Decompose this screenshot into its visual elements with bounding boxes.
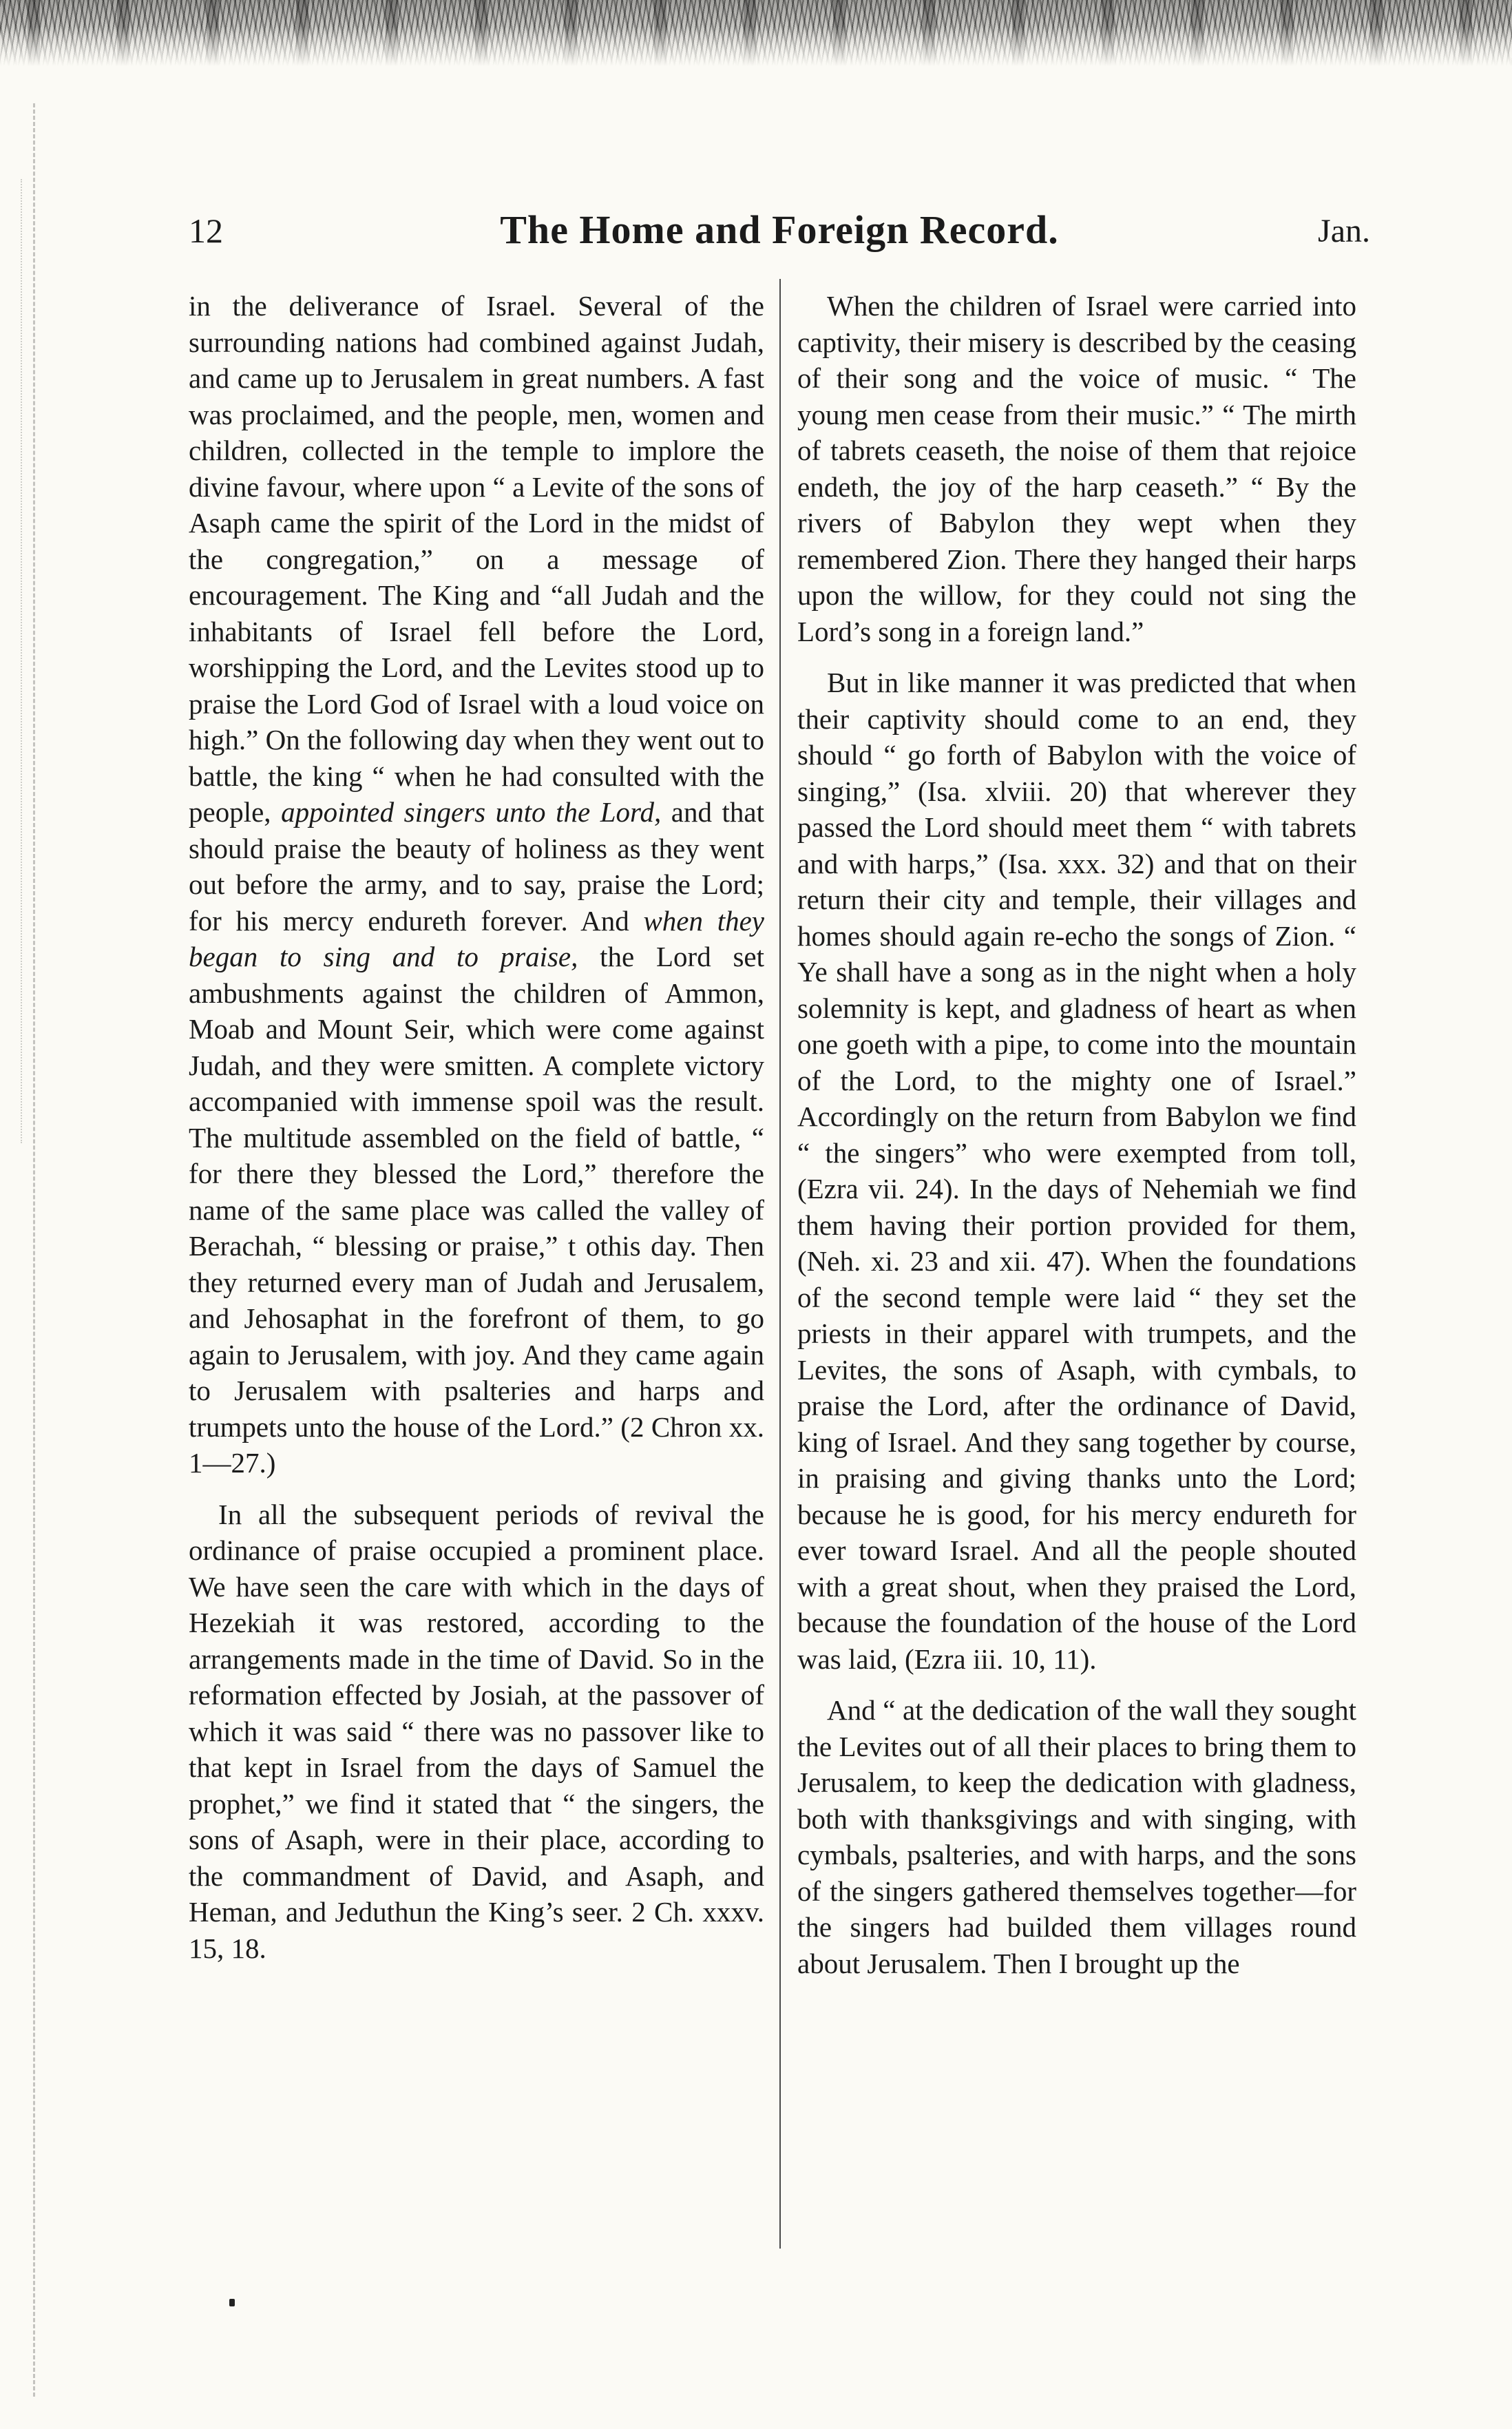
paragraph <box>189 1497 764 1967</box>
paragraph <box>797 1692 1356 1981</box>
italic-text: appointed singers unto the Lord, <box>281 796 662 828</box>
body-text: In all the subsequent periods of revival the ordinance of praise occupied a prominent place. We have seen the care with which in the days of Hezekiah it was restored, according to the arrangements made in the time of David. So in the reformation effected by Josiah, at the passover of which it was said “ there was no passover like to that kept in Israel from the days of Samuel the prophet,” we find it stated that “ the singers, the sons of Asaph, were in their place, according to the commandment of David, and Asaph, and Heman, and Jeduthun the King’s seer. 2 Ch. xxxv. 15, 18. <box>189 1498 764 1964</box>
print-speck <box>229 2299 235 2306</box>
paragraph <box>189 288 764 1481</box>
body-text: And “ at the dedication of the wall they sought the Levites out of all their places to bring them to Jerusalem, to keep the dedication with gladness, both with thanksgivings and with singing, with cymbals, psalteries, and with harps, and the sons of the singers gathered themselves together—for the singers had builded them villages round about Jerusalem. Then I brought up the <box>797 1694 1356 1979</box>
scan-edge-noise <box>0 0 1512 66</box>
body-text: and that should praise the beauty of holiness as they went out before the army, and to say, praise the Lord; for his mercy endureth forever. And <box>189 796 764 937</box>
scan-margin-marks <box>33 103 35 2397</box>
issue-month: Jan. <box>1318 213 1370 249</box>
italic-text: when they began to sing and to praise, <box>189 904 764 972</box>
left-column <box>189 288 764 2245</box>
body-text: When the children of Israel were carried into captivity, their misery is described by the ceasing of their song and the voice of music. “ The young men cease from their music.” “ The mirth of tabrets ceaseth, the noise of them that rejoice endeth, the joy of the harp ceaseth.” “ By the rivers of Babylon they wept when they remembered Zion. There they hanged their harps upon the willow, for they could not sing the Lord’s song in a foreign land.” <box>797 290 1356 647</box>
column-divider <box>779 279 781 2249</box>
scan-margin-marks <box>21 179 22 1143</box>
paragraph <box>797 665 1356 1677</box>
publication-title: The Home and Foreign Record. <box>500 207 1059 252</box>
body-text: in the deliverance of Israel. Several of the surrounding nations had combined against Judah, and came up to Jerusalem in great numbers. A fast was proclaimed, and the people, men, women and children, collected in the temple to implore the divine favour, where upon “ a Levite of the sons of Asaph came the spirit of the Lord in the midst of the congregation,” on a message of encouragement. The King and “all Judah and the inhabitants of Israel fell before the Lord, worshipping the Lord, and the Levites stood up to praise the Lord God of Israel with a loud voice on high.” On the following day when they went out to battle, the king “ when he had consulted with the people, <box>189 290 764 828</box>
body-text: But in like manner it was predicted that when their captivity should come to an end, they should “ go forth of Babylon with the voice of singing,” (Isa. xlviii. 20) that wherever they passed the Lord should meet them “ with tabrets and with harps,” (Isa. xxx. 32) and that on their return their city and temple, their villages and homes should again re-echo the songs of Zion. “ Ye shall have a song as in the night when a holy solemnity is kept, and gladness of heart as when one goeth with a pipe, to come into the mountain of the Lord, to the mighty one of Israel.” Accordingly on the return from Babylon we find “ the singers” who were exempted from toll, (Ezra vii. 24). In the days of Nehemiah we find them having their portion provided for them, (Neh. xi. 23 and xii. 47). When the foundations of the second temple were laid “ they set the priests in their apparel with trumpets, and the Levites, the sons of Asaph, with cymbals, to praise the Lord, after the ordinance of David, king of Israel. And they sang together by course, in praising and giving thanks unto the Lord; because he is good, for his mercy endureth for ever toward Israel. And all the people shouted with a great shout, when they praised the Lord, because the foundation of the house of the Lord was laid, (Ezra iii. 10, 11). <box>797 667 1356 1675</box>
paragraph <box>797 288 1356 649</box>
page-header <box>189 207 1370 262</box>
right-column <box>797 288 1356 2245</box>
body-text: the Lord set ambushments against the children of Ammon, Moab and Mount Seir, which were come against Judah, and they were smitten. A complete victory accompanied with immense spoil was the result. The multitude assembled on the field of battle, “ for there they blessed the Lord,” therefore the name of the same place was called the valley of Berachah, “ blessing or praise,” t othis day. Then they returned every man of Judah and Jerusalem, and Jehosaphat in the forefront of them, to go again to Jerusalem, with joy. And they came again to Jerusalem with psalteries and harps and trumpets unto the house of the Lord.” (2 Chron xx. 1—27.) <box>189 941 764 1479</box>
page-number: 12 <box>189 211 223 250</box>
